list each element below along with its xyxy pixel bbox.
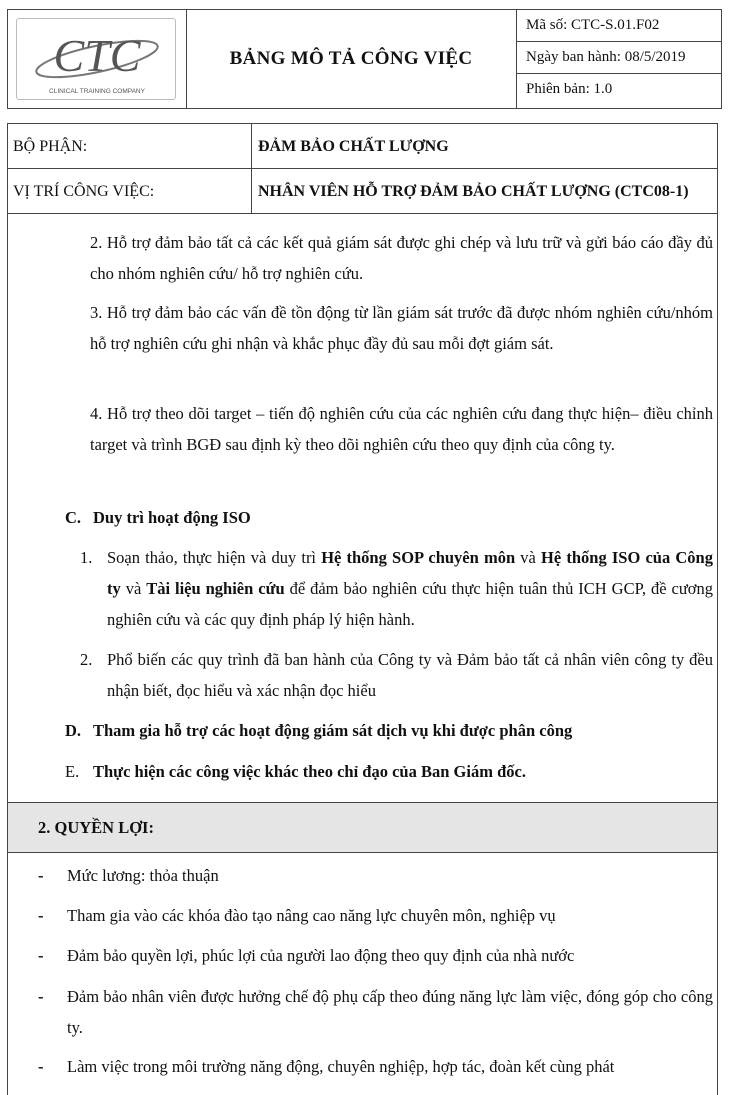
duty-b3: [90, 297, 713, 359]
department-value: ĐẢM BẢO CHẤT LƯỢNG: [258, 138, 449, 155]
info-table: [7, 123, 718, 230]
position-value: NHÂN VIÊN HỖ TRỢ ĐẢM BẢO CHẤT LƯỢNG (CTC08-1): [258, 183, 689, 200]
section-c-title: Duy trì hoạt động ISO: [93, 508, 251, 527]
department-row: [8, 124, 717, 169]
logo-subtitle: CLINICAL TRAINING COMPANY: [49, 88, 145, 95]
company-logo: [16, 18, 176, 100]
duty-c1-iso: Hệ thống ISO của Công ty: [107, 548, 713, 598]
list-bullet: -: [38, 866, 44, 885]
duty-b4-text: 4. Hỗ trợ theo dõi target – tiến độ nghiên cứu của các nghiên cứu đang thực hiện– điều chỉnh target và trình BGĐ sau định kỳ theo dõi nghiên cứu theo quy định của công ty.: [90, 404, 713, 454]
duty-c1-text-e: và: [120, 579, 147, 598]
duties-content: [7, 230, 718, 802]
duty-b3-text: 3. Hỗ trợ đảm bảo các vấn đề tồn động từ lần giám sát trước đã được nhóm nghiên cứu/nhóm hỗ trợ nghiên cứu ghi nhận và khắc phục đầy đủ sau mỗi đợt giám sát.: [90, 303, 713, 353]
position-row: [8, 169, 717, 214]
section-e-title: Thực hiện các công việc khác theo chỉ đạo của Ban Giám đốc.: [93, 762, 526, 781]
document-header: [7, 9, 722, 109]
section-c-letter: C.: [65, 508, 82, 527]
duty-c2: [107, 644, 713, 706]
duty-c1-text-g: để đảm bảo nghiên cứu thực hiện tuân thủ ICH GCP, đề cương nghiên cứu và các quy định pháp lý hiện hành.: [107, 579, 714, 629]
duty-c1-text-a: Soạn thảo, thực hiện và duy trì: [107, 548, 322, 567]
logo-cell: [8, 10, 187, 108]
duty-c1-docs: Tài liệu nghiên cứu: [146, 579, 285, 598]
list-item: Tham gia vào các khóa đào tạo nâng cao năng lực chuyên môn, nghiệp vụ: [67, 906, 556, 925]
issue-date: Ngày ban hành: 08/5/2019: [516, 42, 721, 74]
version: Phiên bản: 1.0: [526, 81, 613, 97]
duty-c2-number: 2.: [80, 650, 93, 669]
position-label: VỊ TRÍ CÔNG VIỆC:: [13, 183, 155, 200]
list-bullet: -: [38, 987, 44, 1006]
benefits-section-title: 2. QUYỀN LỢI:: [38, 818, 154, 837]
list-item: Đảm bảo nhân viên được hưởng chế độ phụ cấp theo đúng năng lực làm việc, đóng góp cho công ty.: [67, 987, 713, 1037]
section-e-letter: E.: [65, 762, 80, 781]
benefits-list: [7, 853, 718, 1095]
section-d-letter: D.: [65, 721, 82, 740]
list-bullet: -: [38, 906, 44, 925]
list-bullet: -: [38, 1057, 44, 1076]
section-d-title: Tham gia hỗ trợ các hoạt động giám sát dịch vụ khi được phân công: [93, 721, 573, 740]
duty-b2: [90, 227, 713, 289]
list-bullet: -: [38, 946, 44, 965]
document-title: BẢNG MÔ TẢ CÔNG VIỆC: [186, 10, 517, 108]
benefits-section-header: [7, 802, 718, 853]
document-code: Mã số: CTC-S.01.F02: [516, 10, 721, 42]
list-item: Đảm bảo quyền lợi, phúc lợi của người lao động theo quy định của nhà nước: [67, 946, 575, 965]
list-item: Làm việc trong môi trường năng động, chuyên nghiệp, hợp tác, đoàn kết cùng phát: [67, 1057, 615, 1076]
duty-c1-sop: Hệ thống SOP chuyên môn: [321, 548, 516, 567]
document-meta: [516, 10, 721, 108]
department-label: BỘ PHẬN:: [13, 138, 88, 155]
logo-swoosh-icon: [17, 19, 175, 99]
duty-c1-number: 1.: [80, 548, 93, 567]
duty-c1-text-c: và: [515, 548, 542, 567]
list-item: Mức lương: thỏa thuận: [67, 866, 219, 885]
duty-c1: [107, 542, 713, 635]
duty-c2-text: Phổ biến các quy trình đã ban hành của Công ty và Đảm bảo tất cả nhân viên công ty đều nhận biết, đọc hiểu và xác nhận đọc hiểu: [107, 650, 713, 700]
duty-b2-text: 2. Hỗ trợ đảm bảo tất cả các kết quả giám sát được ghi chép và lưu trữ và gửi báo cáo đầy đủ cho nhóm nghiên cứu/ hỗ trợ nghiên cứu.: [90, 233, 713, 283]
duty-b4: [90, 398, 713, 460]
logo-text: CTC: [53, 30, 141, 81]
